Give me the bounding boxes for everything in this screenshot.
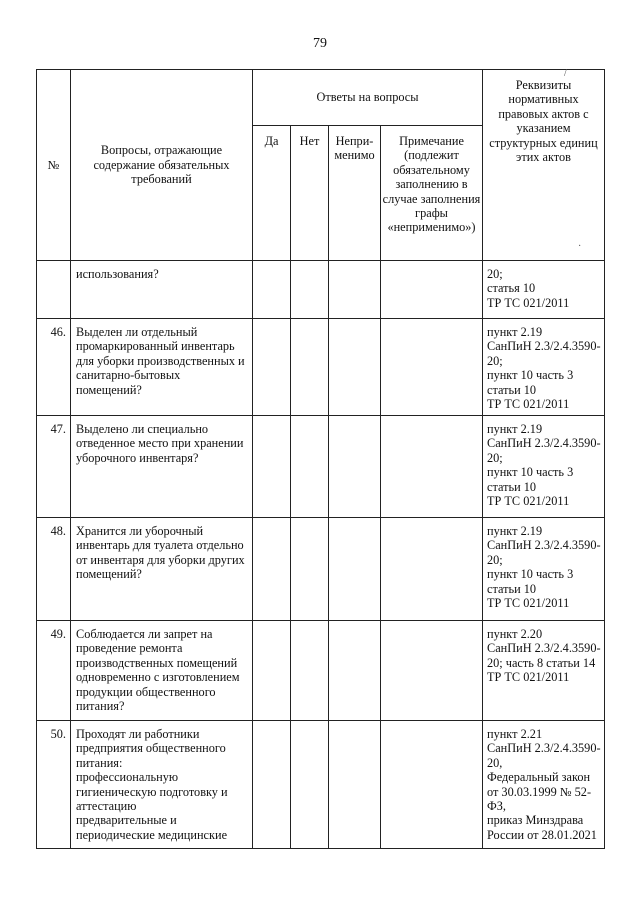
header-answers: Ответы на вопросы [253, 70, 483, 126]
answer-na-cell [329, 721, 381, 849]
header-row [37, 70, 605, 126]
question-text: Выделено ли специально отведенное место при хранении уборочного инвентаря? [71, 416, 253, 518]
header-no: Нет [291, 126, 329, 261]
note-cell [381, 621, 483, 721]
question-text: Выделен ли отдельный промаркированный инвентарь для уборки производственных и санитарно-бытовых помещений? [71, 319, 253, 416]
question-text: Соблюдается ли запрет на проведение ремонта производственных помещений одновременно с изготовлением продукции общественного питания? [71, 621, 253, 721]
answer-no-cell [291, 721, 329, 849]
answer-na-cell [329, 416, 381, 518]
header-note: Примечание (подлежит обязательному заполнению в случае заполнения графы «неприменимо») [381, 126, 483, 261]
answer-yes-cell [253, 721, 291, 849]
answer-yes-cell [253, 621, 291, 721]
requisites-text: пункт 2.21 СанПиН 2.3/2.4.3590-20, Федеральный закон от 30.03.1999 № 52-ФЗ, приказ Минздрава России от 28.01.2021 [483, 721, 605, 849]
answer-yes-cell [253, 518, 291, 621]
requisites-text: пункт 2.19 СанПиН 2.3/2.4.3590-20; пункт 10 часть 3 статьи 10 ТР ТС 021/2011 [483, 319, 605, 416]
requisites-text: пункт 2.19 СанПиН 2.3/2.4.3590-20; пункт 10 часть 3 статьи 10 ТР ТС 021/2011 [483, 416, 605, 518]
note-cell [381, 416, 483, 518]
continuation-na-cell [329, 261, 381, 319]
header-number: № [37, 70, 71, 261]
pen-mark: · [578, 241, 582, 252]
question-text: Хранится ли уборочный инвентарь для туалета отдельно от инвентаря для уборки других помещений? [71, 518, 253, 621]
note-cell [381, 518, 483, 621]
answer-no-cell [291, 621, 329, 721]
header-yes: Да [253, 126, 291, 261]
table-row [37, 621, 605, 721]
continuation-requisites: 20; статья 10 ТР ТС 021/2011 [483, 261, 605, 319]
row-number: 49. [37, 621, 71, 721]
answer-no-cell [291, 319, 329, 416]
pen-mark: / [564, 68, 567, 79]
continuation-question: использования? [71, 261, 253, 319]
header-not-applicable: Непри- менимо [329, 126, 381, 261]
answer-no-cell [291, 416, 329, 518]
continuation-row [37, 261, 605, 319]
note-cell [381, 319, 483, 416]
answer-na-cell [329, 518, 381, 621]
requisites-text: пункт 2.19 СанПиН 2.3/2.4.3590-20; пункт 10 часть 3 статьи 10 ТР ТС 021/2011 [483, 518, 605, 621]
table-row [37, 518, 605, 621]
page-number: 79 [313, 36, 327, 51]
header-requisites: Реквизиты нормативных правовых актов с указанием структурных единиц этих актов [483, 70, 605, 261]
header-question: Вопросы, отражающие содержание обязательных требований [71, 70, 253, 261]
continuation-note-cell [381, 261, 483, 319]
answer-yes-cell [253, 319, 291, 416]
continuation-yes-cell [253, 261, 291, 319]
note-cell [381, 721, 483, 849]
answer-na-cell [329, 621, 381, 721]
table-row [37, 721, 605, 849]
continuation-no-cell [291, 261, 329, 319]
requisites-text: пункт 2.20 СанПиН 2.3/2.4.3590-20; часть 8 статьи 14 ТР ТС 021/2011 [483, 621, 605, 721]
row-number: 46. [37, 319, 71, 416]
answer-no-cell [291, 518, 329, 621]
checklist-table [36, 69, 605, 849]
row-number: 48. [37, 518, 71, 621]
answer-yes-cell [253, 416, 291, 518]
row-number: 50. [37, 721, 71, 849]
table-row [37, 416, 605, 518]
question-text: Проходят ли работники предприятия общественного питания: профессиональную гигиеническую подготовку и аттестацию предварительные и периодические медицинские [71, 721, 253, 849]
row-number: 47. [37, 416, 71, 518]
continuation-number-cell [37, 261, 71, 319]
table-row [37, 319, 605, 416]
answer-na-cell [329, 319, 381, 416]
